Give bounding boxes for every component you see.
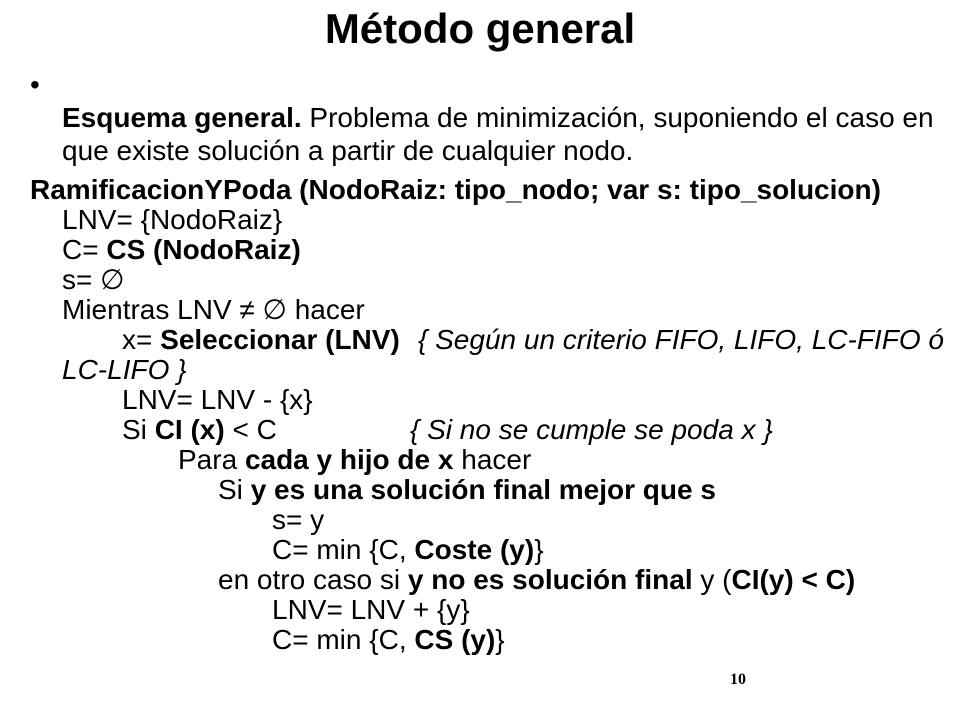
code-keyword: cada y hijo de x [244,444,454,475]
code-comment: { Si no se cumple se poda x } [410,414,773,445]
code-line-if-final [218,475,716,505]
code-text: Si [218,474,251,505]
code-text: C= min {C, [272,534,415,565]
code-text: C= [62,234,107,265]
code-text: } [495,624,505,655]
code-keyword: CS (y) [414,624,496,655]
algorithm-header: RamificacionYPoda (NodoRaiz: tipo_nodo; var s: tipo_solucion) [30,174,881,205]
code-line-remove: LNV= LNV - {x} [122,384,313,415]
code-line-update-c-cs [272,625,505,655]
code-line-for-each [178,445,531,475]
code-text: < C [224,414,277,445]
code-keyword: CS (NodoRaiz) [106,234,301,265]
code-text: Para [178,444,245,475]
code-text: C= min {C, [272,624,415,655]
code-text: } [534,534,544,565]
code-line-update-c-cost [272,535,544,565]
code-text: x= [122,324,161,355]
bullet-line-2: que existe solución a partir de cualquier nodo. [62,135,634,166]
code-text: y ( [692,564,732,595]
code-line-init-c [62,235,301,265]
code-text: hacer [453,444,532,475]
code-line-add: LNV= LNV + {y} [272,594,470,625]
code-text: ) [845,564,856,595]
code-line-assign-s: s= y [272,504,325,535]
code-line-init-s: s= ∅ [62,264,125,295]
code-keyword: Seleccionar (LNV) [160,324,400,355]
code-keyword: Coste (y) [414,534,535,565]
code-keyword: CI (x) [154,414,225,445]
bullet-line-1-text: Problema de minimización, suponiendo el caso en [301,102,934,133]
code-line-else-if [218,565,855,595]
code-text: Si [122,414,155,445]
code-line-while: Mientras LNV ≠ ∅ hacer [62,294,365,325]
code-comment-continuation: LC-LIFO } [62,354,187,385]
code-keyword: y no es solución final [407,564,693,595]
code-text: en otro caso si [218,564,408,595]
code-line-init-lnv: LNV= {NodoRaiz} [62,204,283,235]
page-number: 10 [730,671,746,688]
code-keyword: CI(y) < C [731,564,846,595]
code-comment: { Según un criterio FIFO, LIFO, LC-FIFO ó [418,324,944,355]
bullet-lead: Esquema general. [62,102,302,133]
code-keyword: y es una solución final mejor que s [250,474,716,505]
slide-title: Método general [324,5,636,52]
code-line-if-bound [122,415,822,445]
bullet-marker: • [30,69,40,100]
bullet-line-1 [62,101,934,134]
code-line-select [122,325,960,355]
